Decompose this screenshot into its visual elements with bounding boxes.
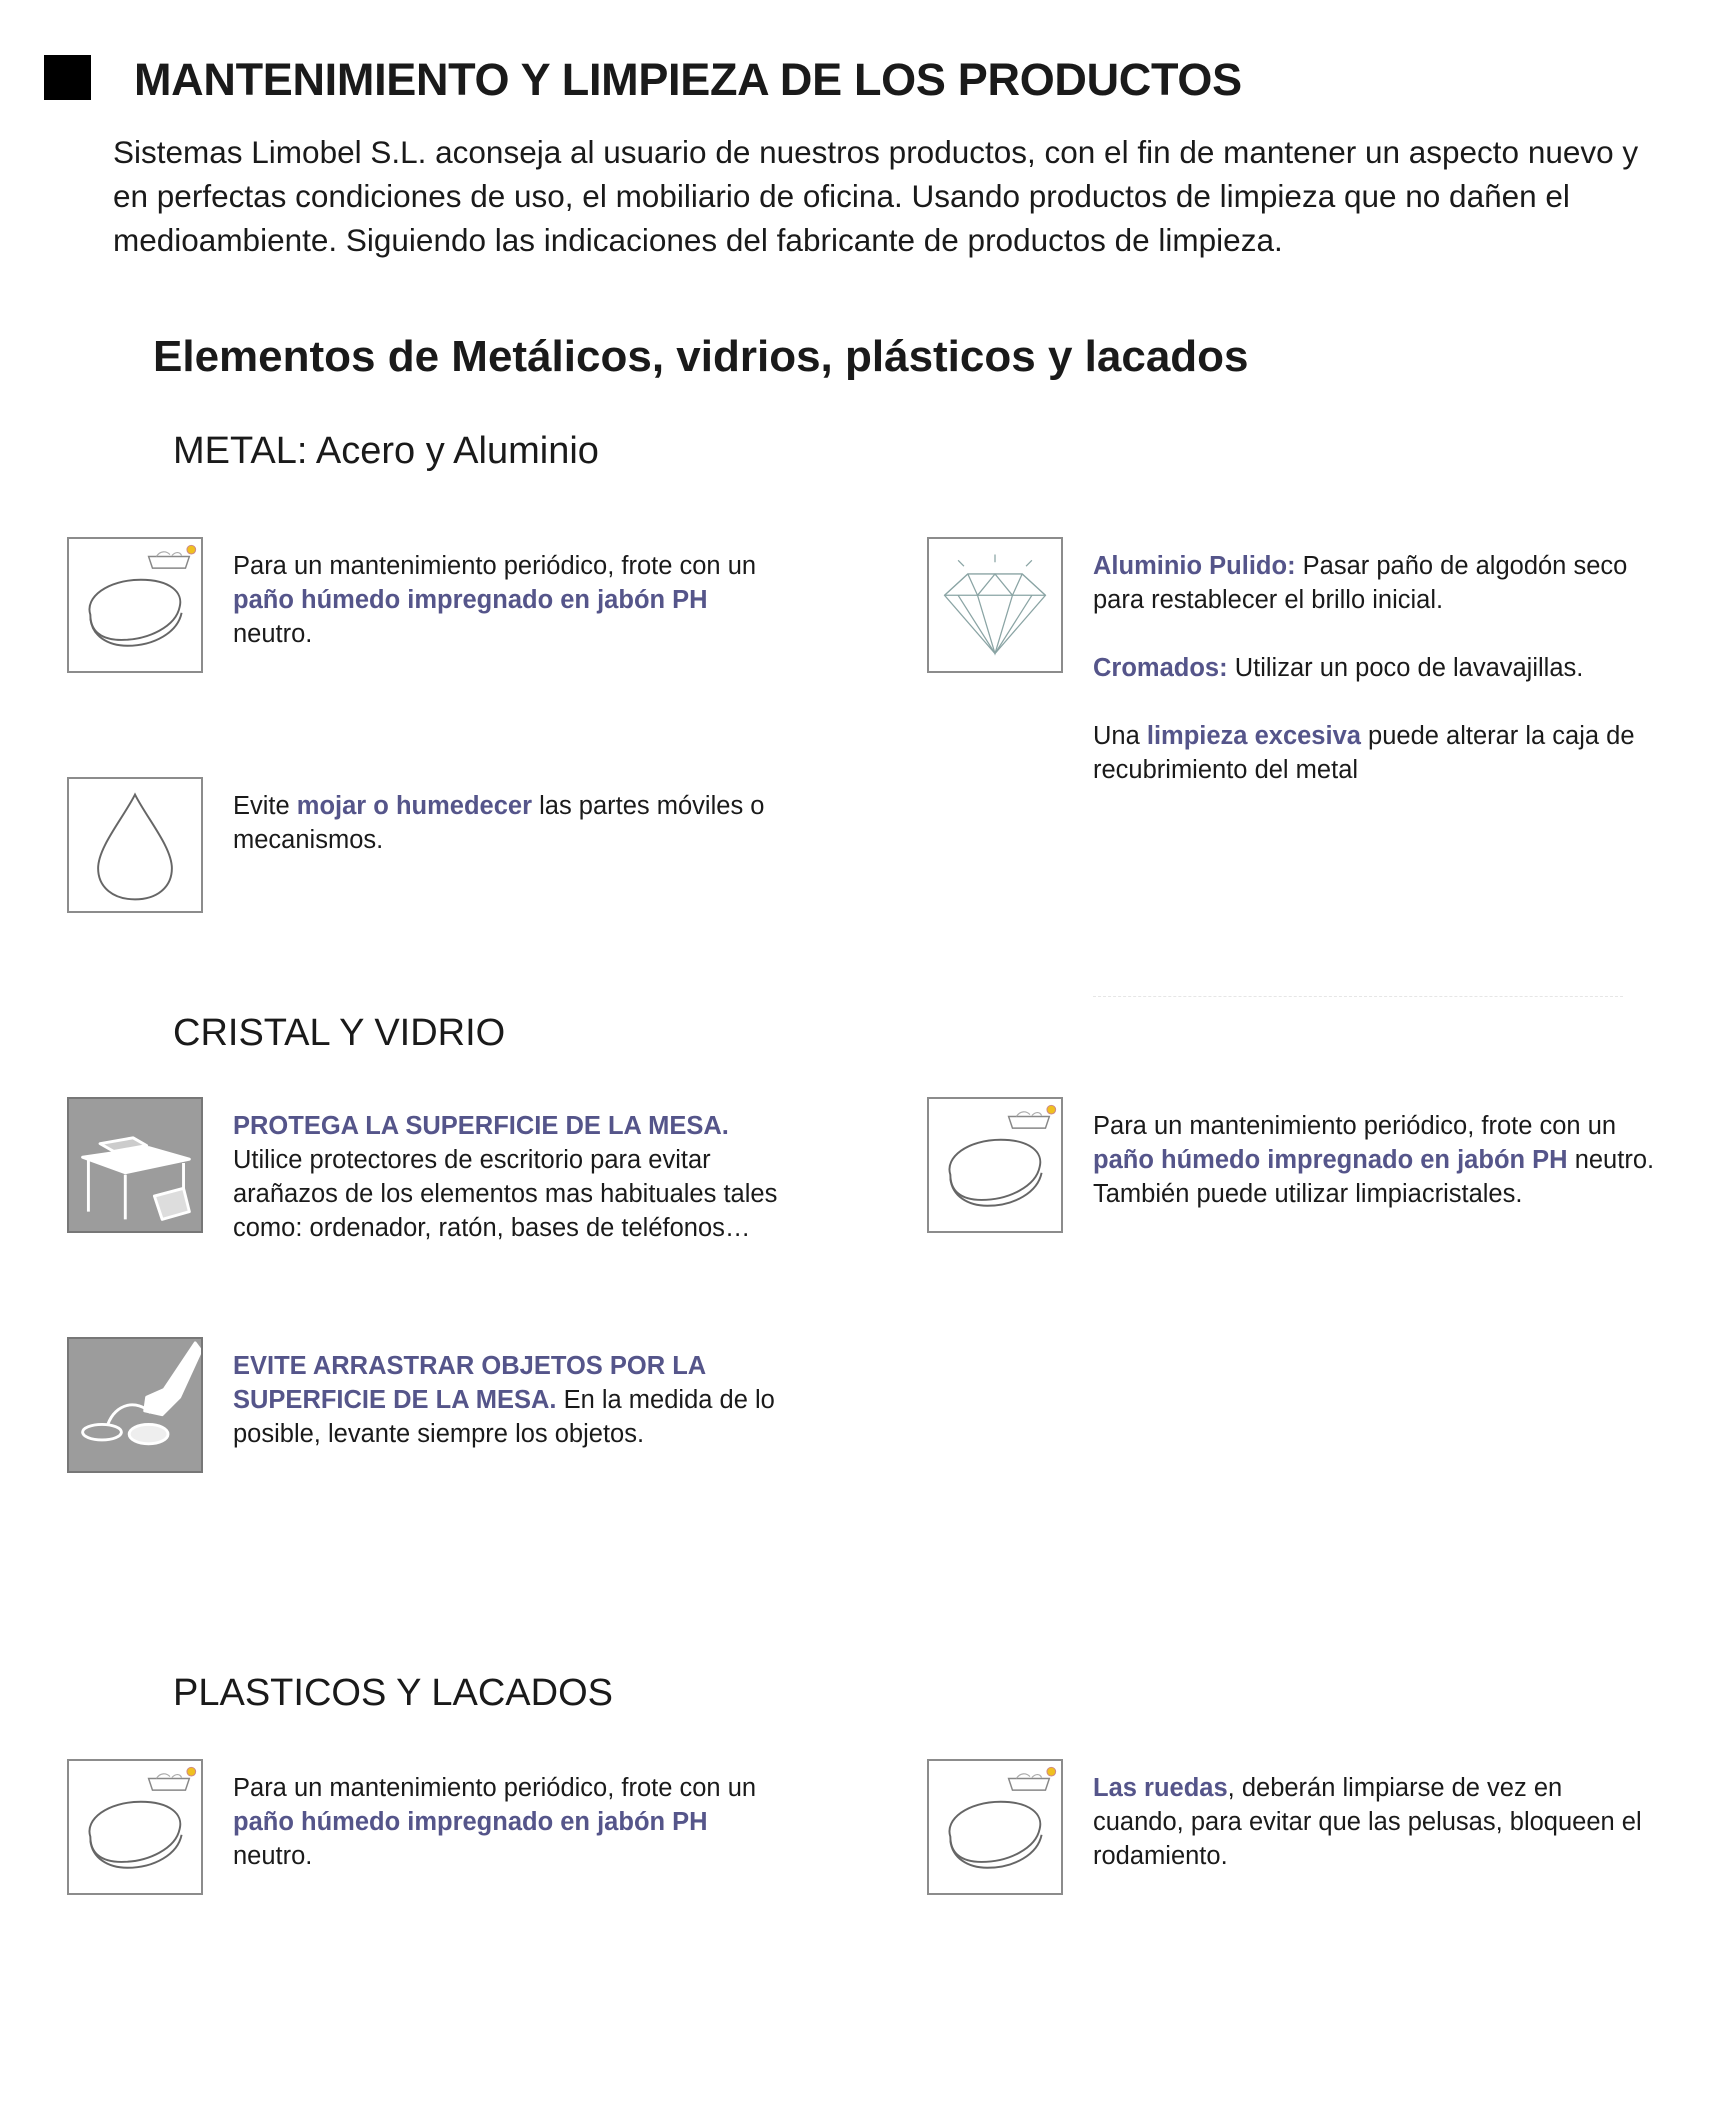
soap-icon bbox=[67, 537, 203, 673]
faint-divider bbox=[1093, 996, 1623, 998]
diamond-icon bbox=[927, 537, 1063, 673]
page-title: MANTENIMIENTO Y LIMPIEZA DE LOS PRODUCTOS bbox=[134, 54, 1242, 105]
metal-item-3-text: Aluminio Pulido: Pasar paño de algodón seco para restablecer el brillo inicial. Cromados: Utilizar un poco de lavavajillas. Una limpieza excesiva puede alterar la caja de recubrimiento del metal bbox=[1093, 552, 1635, 784]
drop-icon bbox=[67, 777, 203, 913]
glass-heading: CRISTAL Y VIDRIO bbox=[173, 1012, 506, 1054]
glass-item-1-text: PROTEGA LA SUPERFICIE DE LA MESA. Utilice protectores de escritorio para evitar arañazos de los elementos mas habituales tales como: ordenador, ratón, bases de teléfonos… bbox=[233, 1112, 778, 1242]
soap-icon bbox=[67, 1759, 203, 1895]
plastic-item-1-text: Para un mantenimiento periódico, frote con un paño húmedo impregnado en jabón PH neutro. bbox=[233, 1774, 757, 1870]
plastic-item-2-text: Las ruedas, deberán limpiarse de vez en cuando, para evitar que las pelusas, bloqueen el rodamiento. bbox=[1093, 1774, 1642, 1870]
soap-icon bbox=[927, 1759, 1063, 1895]
lift-object-icon bbox=[67, 1337, 203, 1473]
metal-item-1-text: Para un mantenimiento periódico, frote con un paño húmedo impregnado en jabón PH neutro. bbox=[233, 552, 757, 648]
title-bullet-square bbox=[44, 55, 91, 100]
desk-protector-icon bbox=[67, 1097, 203, 1233]
soap-icon bbox=[927, 1097, 1063, 1233]
glass-item-2-text: EVITE ARRASTRAR OBJETOS POR LA SUPERFICIE DE LA MESA. En la medida de lo posible, levante siempre los objetos. bbox=[233, 1352, 775, 1448]
metal-heading: METAL: Acero y Aluminio bbox=[173, 430, 599, 472]
glass-item-3-text: Para un mantenimiento periódico, frote con un paño húmedo impregnado en jabón PH neutro. También puede utilizar limpiacristales. bbox=[1093, 1112, 1655, 1208]
plastic-heading: PLASTICOS Y LACADOS bbox=[173, 1672, 613, 1714]
intro-paragraph: Sistemas Limobel S.L. aconseja al usuario de nuestros productos, con el fin de mantener un aspecto nuevo y en perfectas condiciones de uso, el mobiliario de oficina. Usando productos de limpieza que no dañen el medioambiente. Siguiendo las indicaciones del fabricante de productos de limpieza. bbox=[113, 134, 1639, 258]
metal-item-2-text: Evite mojar o humedecer las partes móviles o mecanismos. bbox=[233, 792, 765, 854]
section-subtitle: Elementos de Metálicos, vidrios, plásticos y lacados bbox=[153, 332, 1249, 381]
